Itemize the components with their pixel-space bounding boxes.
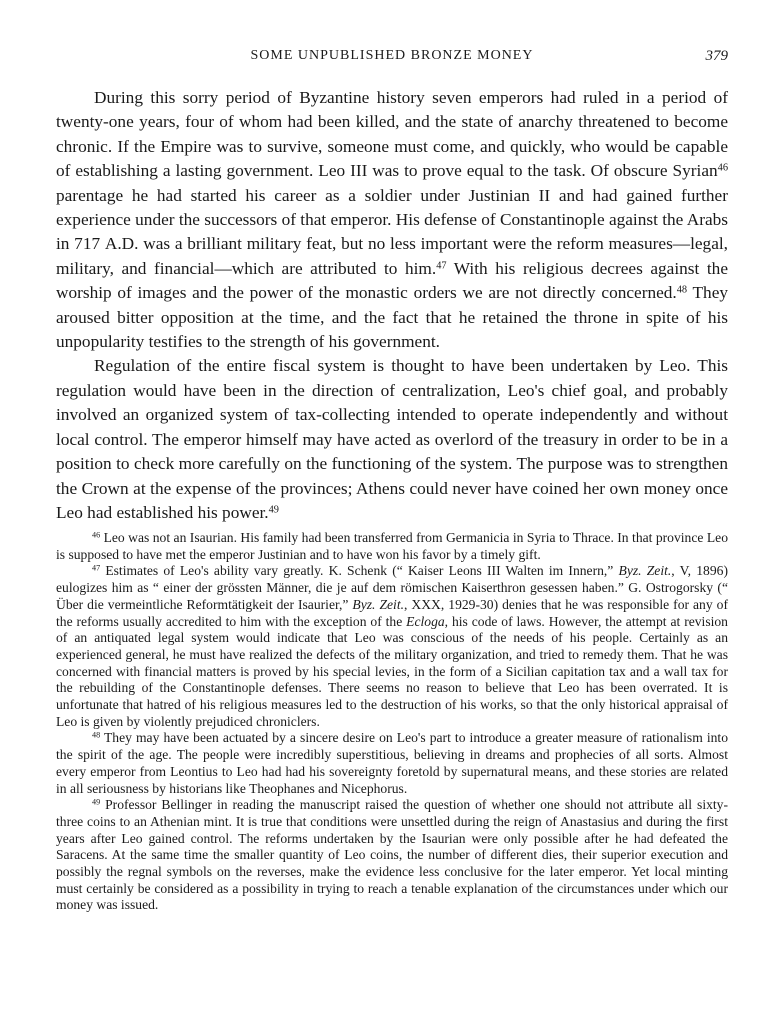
footnote-47 <box>56 563 728 730</box>
footnote-number: 48 <box>92 730 101 740</box>
footnote-number: 47 <box>92 563 101 573</box>
p1-text-5: They aroused bitter opposition at the time, and the fact that he retained the throne in spite of his unpopularity testifies to the strength of his government. <box>56 283 728 352</box>
paragraph-2 <box>56 354 728 525</box>
footnote-ref-48: 48 <box>676 284 688 296</box>
footnote-number: 46 <box>92 530 101 540</box>
page-number: 379 <box>705 48 728 64</box>
work-title: Ecloga <box>406 613 445 629</box>
p1-text-1: During this sorry period of Byzantine history seven emperors had ruled in a period of twenty-one years, four of whom had been killed, and the state of anarchy threatened to become chronic. If the Empire was to survive, someone must come, and quickly, who would be capable of establishing a lasting government. Leo III was to prove equal to the task. Of obscure Syrian <box>56 88 728 181</box>
paragraph-1 <box>56 86 728 354</box>
footnote-text: Professor Bellinger in reading the manuscript raised the question of whether one should not attribute all sixty-three coins to an Athenian mint. It is true that conditions were unsettled during the reign of Anastasius and during the first years after Leo gained control. The reforms undertaken by the Isaurian were only possible after he had defeated the Saracens. At the same time the smaller quantity of Leo coins, the number of different dies, their superior execution and possibly the regnal symbols on the reverses, make the evidence less conclusive for the later emperor. Yet local minting must certainly be considered as a possibility in trying to reach a tenable explanation of the circumstances under which our money was issued. <box>56 797 728 913</box>
footnote-ref-47: 47 <box>436 260 447 272</box>
footnote-text: , V, 1896) eulogizes him as “ einer der grössten Männer, die je auf dem römischen Kaiserthron gesessen haben.” G. Ostrogorsky (“ Über die vermeintliche Reformtätigkeit der Isaurier,” <box>56 563 728 612</box>
era-abbrev: A.D. <box>104 234 139 254</box>
p1-text-4: With his religious decrees against the worship of images and the power of the monastic orders we are not directly concerned. <box>56 258 728 303</box>
footnote-number: 49 <box>92 797 101 807</box>
footnote-ref-49: 49 <box>268 504 279 516</box>
p1-text-2: parentage he had started his career as a soldier under Justinian II and had gained further experience under the successors of that emperor. His defense of Constantinople against the Arabs in 717 <box>56 185 728 254</box>
running-title: SOME UNPUBLISHED BRONZE MONEY <box>250 48 534 63</box>
footnote-text: Leo was not an Isaurian. His family had been transferred from Germanicia in Syria to Thrace. In that province Leo is supposed to have met the emperor Justinian and to have won his favor by a timely gift. <box>56 530 728 562</box>
p2-text-1: Regulation of the entire fiscal system is thought to have been undertaken by Leo. This regulation would have been in the direction of centralization, Leo's chief goal, and probably involved an organized system of tax-collecting intended to operate independently and without local control. The emperor himself may have acted as overlord of the treasury in order to be in a position to check more carefully on the functioning of the system. The purpose was to strengthen the Crown at the expense of the provinces; Athens could never have coined her own money once Leo had established his power. <box>56 356 728 522</box>
footnote-48 <box>56 730 728 797</box>
footnotes <box>56 530 728 914</box>
footnote-text: , XXX, 1929-30) denies that he was responsible for any of the reforms usually accredited to him with the exception of the <box>56 596 728 629</box>
footnote-text: They may have been actuated by a sincere desire on Leo's part to introduce a greater measure of rationalism into the spirit of the age. The people were incredibly superstitious, believing in dreams and prophecies of all sorts. Almost every emperor from Leontius to Leo had had his sovereignty foretold by supernatural means, and these stories are related in all seriousness by historians like Theophanes and Nicephorus. <box>56 730 728 796</box>
journal-title: Byz. Zeit. <box>352 596 404 612</box>
running-head <box>56 48 728 70</box>
footnote-46 <box>56 530 728 563</box>
body-text <box>56 86 728 525</box>
footnote-ref-46: 46 <box>717 162 728 174</box>
footnote-49 <box>56 797 728 914</box>
p1-text-3: was a brilliant military feat, but no less important were the reform measures—legal, military, and financial—which are attributed to him. <box>56 234 728 278</box>
footnote-text: Estimates of Leo's ability vary greatly. K. Schenk (“ Kaiser Leons III Walten im Innern,” <box>100 563 619 579</box>
journal-title: Byz. Zeit. <box>618 563 672 579</box>
footnote-text: , his code of laws. However, the attempt at revision of an antiquated legal system would indicate that Leo was conscious of the needs of his people. Certainly as an experienced general, he must have realized the defects of the military organization, and tried to remedy them. That he was concerned with financial matters is proved by his special levies, in the form of a Sicilian capitation tax and a wall tax for the rebuilding of the Constantinople defenses. There seems no reason to believe that Leo has been overrated. It is unfortunate that hatred of his religious measures led to the destruction of his works, so that the only historical appraisal of Leo is given by violently prejudiced chroniclers. <box>56 613 728 729</box>
